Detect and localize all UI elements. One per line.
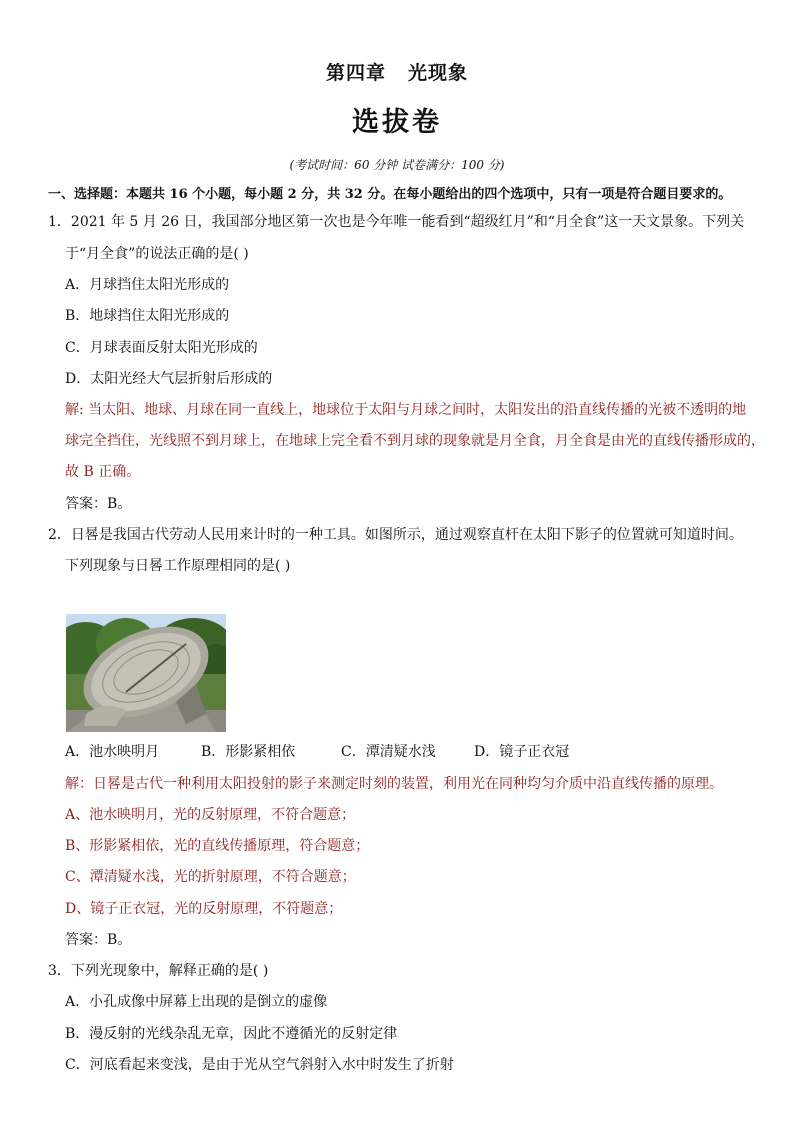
q2-options-row	[65, 742, 569, 762]
chapter-number: 第四章	[325, 62, 386, 84]
q3-option-a: A．小孔成像中屏幕上出现的是倒立的虚像	[65, 994, 328, 1010]
q1-answer: 答案：B。	[65, 496, 132, 512]
q2-solution-line-2: A、池水映明月，光的反射原理，不符合题意；	[65, 807, 356, 823]
q2-solution-line-4: C、潭清疑水浅，光的折射原理，不符合题意；	[65, 869, 356, 885]
q2-solution-line-1: 解：日晷是古代一种利用太阳投射的影子来测定时刻的装置，利用光在同种均匀介质中沿直线传播的原理。	[65, 776, 723, 792]
exam-info: (考试时间：60 分钟 试卷满分：100 分)	[289, 158, 505, 172]
q3-stem: 3．下列光现象中，解释正确的是( )	[48, 963, 269, 979]
q1-option-d: D．太阳光经大气层折射后形成的	[65, 371, 273, 387]
q2-option-a: A．池水映明月	[65, 744, 160, 760]
section-heading: 一、选择题：本题共 16 个小题，每小题 2 分，共 32 分。在每小题给出的四个选项中，只有一项是符合题目要求的。	[48, 187, 732, 202]
q1-solution-line-1: 解: 当太阳、地球、月球在同一直线上，地球位于太阳与月球之间时，太阳发出的沿直线传播的光被不透明的地	[65, 402, 747, 418]
q2-answer: 答案：B。	[65, 932, 132, 948]
chapter-heading	[0, 58, 794, 85]
q2-solution-line-5: D、镜子正衣冠，光的反射原理，不符题意；	[65, 901, 343, 917]
q1-stem-line-2: 于“月全食”的说法正确的是( )	[65, 246, 249, 262]
q2-option-b: B．形影紧相依	[201, 744, 296, 760]
q2-solution-line-3: B、形影紧相依，光的直线传播原理，符合题意；	[65, 838, 370, 854]
q2-stem-line-1: 2．日晷是我国古代劳动人民用来计时的一种工具。如图所示，通过观察直杆在太阳下影子的位置就可知道时间。	[48, 527, 743, 543]
chapter-topic: 光现象	[408, 62, 469, 84]
q1-option-a: A．月球挡住太阳光形成的	[65, 277, 230, 293]
q1-solution-line-3: 故 B 正确。	[65, 464, 141, 480]
q1-option-b: B．地球挡住太阳光形成的	[65, 308, 230, 324]
page-title: 选拔卷	[352, 107, 442, 138]
q3-option-b: B．漫反射的光线杂乱无章，因此不遵循光的反射定律	[65, 1026, 398, 1042]
q3-option-c: C．河底看起来变浅，是由于光从空气斜射入水中时发生了折射	[65, 1057, 454, 1073]
q1-option-c: C．月球表面反射太阳光形成的	[65, 340, 258, 356]
q2-option-c: C．潭清疑水浅	[341, 744, 436, 760]
q2-option-d: D．镜子正衣冠	[474, 744, 570, 760]
q2-stem-line-2: 下列现象与日晷工作原理相同的是( )	[65, 558, 291, 574]
sundial-photo	[66, 614, 226, 732]
q1-stem-line-1: 1．2021 年 5 月 26 日，我国部分地区第一次也是今年唯一能看到“超级红月”和“月全食”这一天文景象。下列关	[48, 214, 745, 230]
q1-solution-line-2: 球完全挡住，光线照不到月球上，在地球上完全看不到月球的现象就是月全食，月全食是由光的直线传播形成的，	[65, 433, 765, 449]
